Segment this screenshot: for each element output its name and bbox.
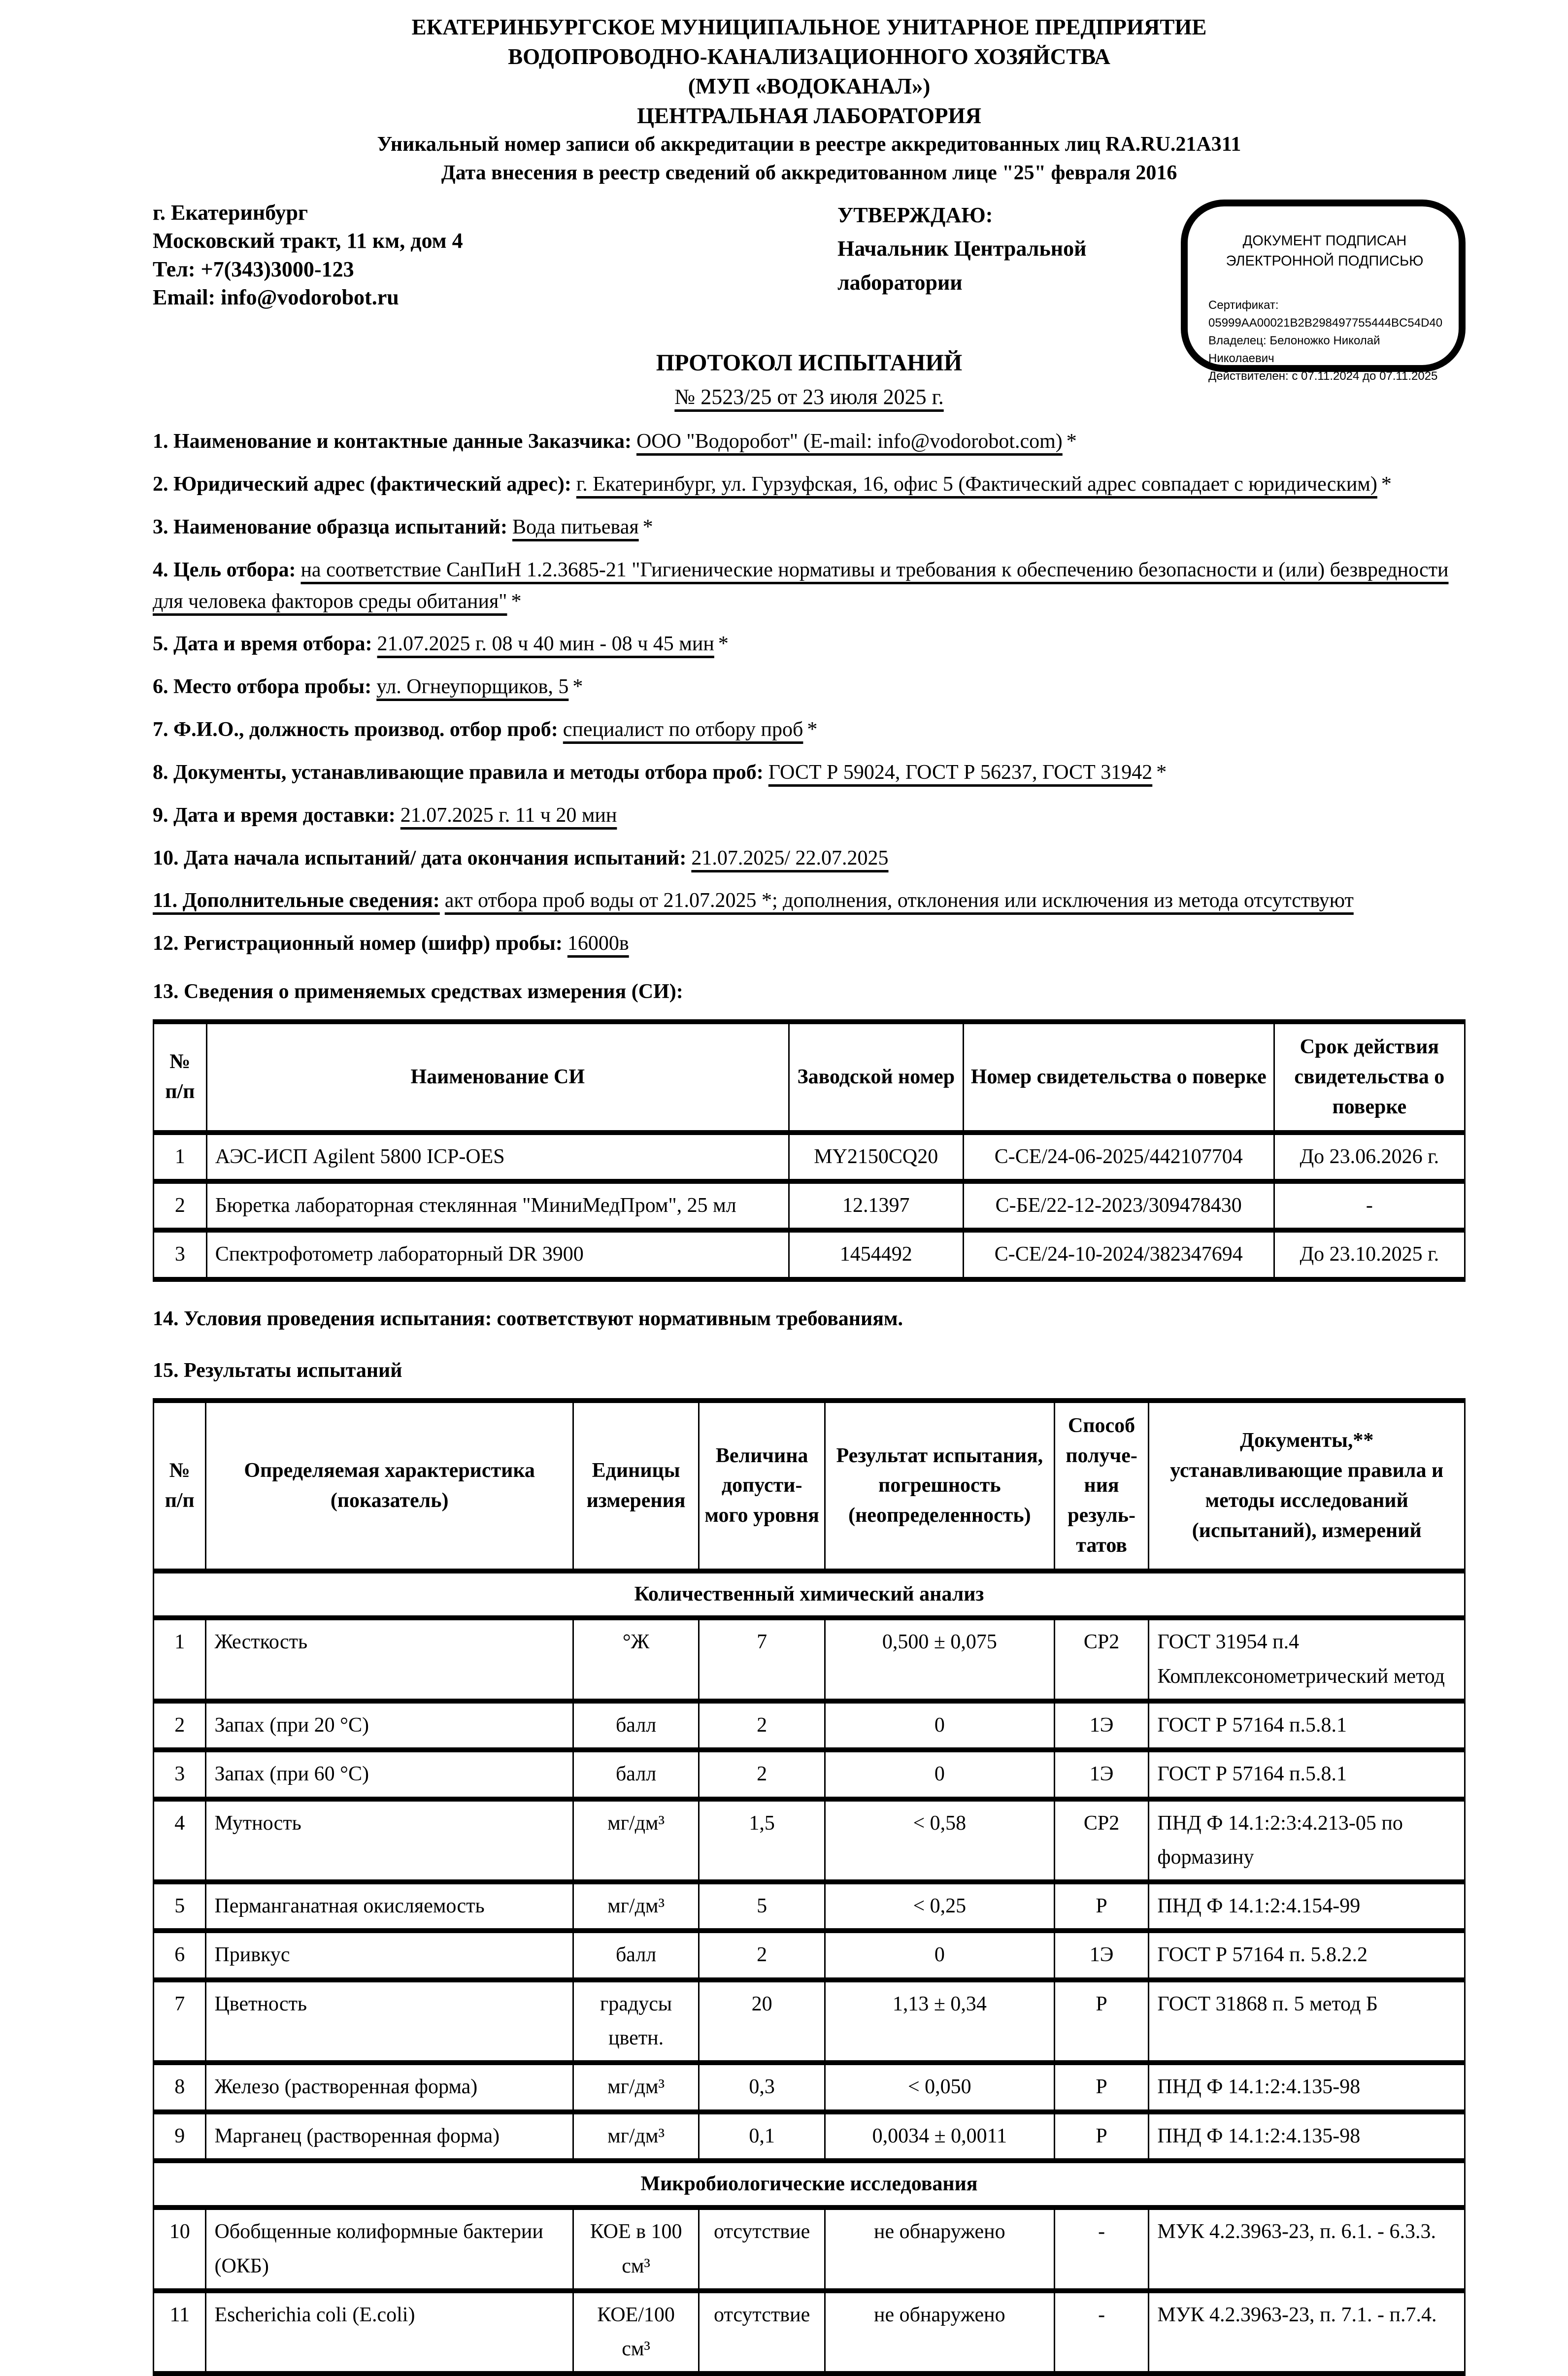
cell: 6	[154, 1931, 206, 1979]
cell: АЭС-ИСП Agilent 5800 ICP-OES	[206, 1133, 789, 1181]
item-label: 11. Дополнительные сведения:	[153, 889, 440, 912]
cell: 2	[154, 1181, 207, 1230]
cell: 0	[825, 1750, 1054, 1799]
cell: < 0,050	[825, 2063, 1054, 2111]
cell: °Ж	[573, 1618, 699, 1701]
cell: 3	[154, 1750, 206, 1799]
cell: Р	[1054, 1980, 1149, 2063]
cell: КОЕ/100 см³	[573, 2291, 699, 2374]
cell: 1Э	[1054, 1750, 1149, 1799]
item-label: 6. Место отбора пробы:	[153, 675, 372, 699]
cell: -	[1054, 2208, 1149, 2291]
table-row	[154, 1230, 1465, 1279]
results-table	[153, 1398, 1466, 2376]
cell: Перманганатная окисляемость	[206, 1882, 573, 1931]
cell: балл	[573, 1701, 699, 1750]
cell: Запах (при 20 °С)	[206, 1701, 573, 1750]
section-14-label: 14. Условия проведения испытания:	[153, 1307, 492, 1330]
cell: < 0,58	[825, 1799, 1054, 1882]
cell: Р	[1054, 2112, 1149, 2161]
approval-position-line: Начальник Центральной	[837, 236, 1087, 261]
cell: СР2	[1054, 1799, 1149, 1882]
item-value: акт отбора проб воды от 21.07.2025 *; дополнения, отклонения или исключения из метода отсутствуют	[444, 889, 1354, 912]
result-row	[154, 1618, 1465, 1701]
item-value: специалист по отбору проб	[563, 718, 803, 741]
cell: Р	[1054, 2063, 1149, 2111]
cell: 7	[154, 1980, 206, 2063]
column-header: № п/п	[154, 1401, 206, 1571]
section-row-chemical	[154, 1571, 1465, 1618]
protocol-title: ПРОТОКОЛ ИСПЫТАНИЙ	[656, 350, 963, 376]
stamp-details	[1208, 297, 1441, 385]
stamp-title-line: ДОКУМЕНТ ПОДПИСАН	[1242, 233, 1407, 249]
result-row	[154, 1750, 1465, 1799]
item-value: 21.07.2025 г. 11 ч 20 мин	[400, 803, 617, 827]
item-value: 16000в	[567, 932, 629, 955]
column-header: № п/п	[154, 1022, 207, 1133]
cell: ГОСТ Р 57164 п.5.8.1	[1149, 1750, 1465, 1799]
cell: С-СЕ/24-10-2024/382347694	[963, 1230, 1274, 1279]
result-row	[154, 1931, 1465, 1979]
item-label: 5. Дата и время отбора:	[153, 633, 372, 656]
section-13-title: 13. Сведения о применяемых средствах измерения (СИ):	[153, 980, 683, 1004]
column-header: Наименование СИ	[206, 1022, 789, 1133]
item-asterisk: *	[1066, 430, 1077, 453]
stamp-title-line: ЭЛЕКТРОННОЙ ПОДПИСЬЮ	[1226, 253, 1424, 269]
item-asterisk: *	[718, 633, 729, 656]
cell: ГОСТ Р 57164 п.5.8.1	[1149, 1701, 1465, 1750]
cell: 5	[699, 1882, 825, 1931]
cell: Железо (растворенная форма)	[206, 2063, 573, 2111]
cell: 0,0034 ± 0,0011	[825, 2112, 1054, 2161]
item-label: 7. Ф.И.О., должность производ. отбор проб:	[153, 718, 558, 741]
item-label: 12. Регистрационный номер (шифр) пробы:	[153, 932, 563, 955]
accreditation-number-line: Уникальный номер записи об аккредитации в реестре аккредитованных лиц RA.RU.21А311	[377, 133, 1241, 156]
result-row	[154, 2063, 1465, 2111]
cell: ГОСТ 31868 п. 5 метод Б	[1149, 1980, 1465, 2063]
item-2	[153, 469, 1466, 501]
item-7	[153, 714, 1466, 746]
column-header: Заводской номер	[789, 1022, 963, 1133]
item-8	[153, 757, 1466, 789]
section-14-value: соответствуют нормативным требованиям.	[497, 1307, 903, 1330]
cell: 20	[699, 1980, 825, 2063]
result-row	[154, 2208, 1465, 2291]
approval-position-line: лаборатории	[837, 270, 963, 295]
cell: Жесткость	[206, 1618, 573, 1701]
item-value: ул. Огнеупорщиков, 5	[376, 675, 569, 699]
table-row	[154, 1133, 1465, 1181]
cell: Запах (при 60 °С)	[206, 1750, 573, 1799]
item-3	[153, 512, 1466, 543]
column-header: Документы,** устанавливающие правила и методы исследований (испытаний), измерений	[1149, 1401, 1465, 1571]
measuring-instruments-table	[153, 1019, 1466, 1282]
item-5	[153, 629, 1466, 660]
cell: 2	[699, 1931, 825, 1979]
section-title: Количественный химический анализ	[154, 1571, 1465, 1618]
column-header: Единицы измерения	[573, 1401, 699, 1571]
cell: не обнаружено	[825, 2208, 1054, 2291]
cell: С-БЕ/22-12-2023/309478430	[963, 1181, 1274, 1230]
cell: До 23.06.2026 г.	[1274, 1133, 1465, 1181]
item-asterisk: *	[572, 675, 583, 699]
item-1	[153, 426, 1466, 458]
org-abbrev-line: (МУП «ВОДОКАНАЛ»)	[688, 73, 931, 99]
cell: ГОСТ 31954 п.4 Комплексонометрический метод	[1149, 1618, 1465, 1701]
item-asterisk: *	[1381, 473, 1392, 496]
contact-email: Email: info@vodorobot.ru	[153, 285, 399, 309]
cell: -	[1054, 2291, 1149, 2374]
cell: ПНД Ф 14.1:2:4.135-98	[1149, 2063, 1465, 2111]
cell: отсутствие	[699, 2291, 825, 2374]
cell: 1454492	[789, 1230, 963, 1279]
stamp-owner-line: Владелец: Белоножко Николай Николаевич	[1208, 334, 1380, 366]
cell: 1	[154, 1133, 207, 1181]
table-row	[154, 1181, 1465, 1230]
section-title: Микробиологические исследования	[154, 2161, 1465, 2208]
cell: 2	[154, 1701, 206, 1750]
cell: не обнаружено	[825, 2291, 1054, 2374]
stamp-validity-line: Действителен: с 07.11.2024 до 07.11.2025	[1208, 369, 1438, 383]
cell: 1Э	[1054, 1931, 1149, 1979]
item-value: ГОСТ Р 59024, ГОСТ Р 56237, ГОСТ 31942	[768, 761, 1153, 784]
cell: балл	[573, 1931, 699, 1979]
cell: градусы цветн.	[573, 1980, 699, 2063]
cell: ГОСТ Р 57164 п. 5.8.2.2	[1149, 1931, 1465, 1979]
item-value: Вода питьевая	[512, 515, 639, 538]
cell: 10	[154, 2208, 206, 2291]
result-row	[154, 1799, 1465, 1882]
cell: КОЕ в 100 см³	[573, 2208, 699, 2291]
item-value: 21.07.2025 г. 08 ч 40 мин - 08 ч 45 мин	[377, 633, 714, 656]
item-12	[153, 928, 1466, 960]
cell: 2	[699, 1750, 825, 1799]
cell: Цветность	[206, 1980, 573, 2063]
cell: 5	[154, 1882, 206, 1931]
cell: ПНД Ф 14.1:2:4.135-98	[1149, 2112, 1465, 2161]
stamp-certificate-line: Сертификат: 05999AA00021B2B298497755444BC54D40	[1208, 299, 1443, 330]
item-asterisk: *	[511, 590, 522, 613]
cell: СР2	[1054, 1618, 1149, 1701]
result-row	[154, 2112, 1465, 2161]
cell: балл	[573, 1750, 699, 1799]
column-header: Определяемая характеристика (показатель)	[206, 1401, 573, 1571]
cell: 11	[154, 2291, 206, 2374]
cell: 0,1	[699, 2112, 825, 2161]
section-14	[153, 1304, 1466, 1335]
cell: 0,500 ± 0,075	[825, 1618, 1054, 1701]
item-value: на соответствие СанПиН 1.2.3685-21 "Гигиенические нормативы и требования к обеспечению безопасности и (или) безвредности для человека факторов среды обитания"	[153, 558, 1449, 613]
item-9	[153, 800, 1466, 832]
cell: 3	[154, 1230, 207, 1279]
item-label: 4. Цель отбора:	[153, 558, 296, 581]
cell: 0	[825, 1931, 1054, 1979]
digital-signature-stamp	[1181, 200, 1466, 383]
item-label: 1. Наименование и контактные данные Заказчика:	[153, 430, 632, 453]
cell: 1,5	[699, 1799, 825, 1882]
item-value: ООО "Водоробот" (E-mail: info@vodorobot.com)	[636, 430, 1063, 453]
cell: мг/дм³	[573, 2112, 699, 2161]
cell: < 0,25	[825, 1882, 1054, 1931]
contact-phone: Тел: +7(343)3000-123	[153, 257, 354, 281]
table-header-row	[154, 1022, 1465, 1133]
cell: 12.1397	[789, 1181, 963, 1230]
item-value: 21.07.2025/ 22.07.2025	[691, 846, 889, 870]
accreditation-date-line: Дата внесения в реестр сведений об аккредитованном лице "25" февраля 2016	[441, 162, 1177, 185]
cell: мг/дм³	[573, 1799, 699, 1882]
item-label: 9. Дата и время доставки:	[153, 803, 396, 827]
item-asterisk: *	[807, 718, 818, 741]
org-name-line: ЕКАТЕРИНБУРГСКОЕ МУНИЦИПАЛЬНОЕ УНИТАРНОЕ ПРЕДПРИЯТИЕ	[411, 15, 1207, 39]
cell: Спектрофотометр лабораторный DR 3900	[206, 1230, 789, 1279]
item-value: г. Екатеринбург, ул. Гурзуфская, 16, офис 5 (Фактический адрес совпадает с юридическим)	[576, 473, 1377, 496]
cell: Мутность	[206, 1799, 573, 1882]
cell: 4	[154, 1799, 206, 1882]
section-15-title: 15. Результаты испытаний	[153, 1359, 402, 1382]
protocol-number-text: № 2523/25 от 23 июля 2025 г.	[674, 385, 944, 409]
cell: Escherichia coli (E.coli)	[206, 2291, 573, 2374]
cell: 0	[825, 1701, 1054, 1750]
cell: -	[1274, 1181, 1465, 1230]
item-label: 10. Дата начала испытаний/ дата окончания испытаний:	[153, 846, 687, 870]
item-11	[153, 885, 1466, 917]
cell: отсутствие	[699, 2208, 825, 2291]
item-asterisk: *	[642, 515, 653, 538]
cell: 1Э	[1054, 1701, 1149, 1750]
cell: До 23.10.2025 г.	[1274, 1230, 1465, 1279]
result-row	[154, 1701, 1465, 1750]
cell: 1	[154, 1618, 206, 1701]
approval-block	[837, 199, 1163, 300]
cell: 2	[699, 1701, 825, 1750]
org-name-line: ВОДОПРОВОДНО-КАНАЛИЗАЦИОННОГО ХОЗЯЙСТВА	[508, 44, 1110, 69]
item-10	[153, 843, 1466, 874]
item-label: 3. Наименование образца испытаний:	[153, 515, 507, 538]
result-row	[154, 2291, 1465, 2374]
item-4	[153, 555, 1466, 618]
item-label: 8. Документы, устанавливающие правила и методы отбора проб:	[153, 761, 764, 784]
cell: Марганец (растворенная форма)	[206, 2112, 573, 2161]
cell: мг/дм³	[573, 1882, 699, 1931]
column-header: Номер свидетельства о поверке	[963, 1022, 1274, 1133]
cell: мг/дм³	[573, 2063, 699, 2111]
column-header: Способ получе-ния резуль-татов	[1054, 1401, 1149, 1571]
cell: 1,13 ± 0,34	[825, 1980, 1054, 2063]
item-label: 2. Юридический адрес (фактический адрес):	[153, 473, 571, 496]
lab-name-line: ЦЕНТРАЛЬНАЯ ЛАБОРАТОРИЯ	[637, 103, 981, 128]
org-header	[153, 13, 1466, 188]
table-header-row	[154, 1401, 1465, 1571]
cell: МУК 4.2.3963-23, п. 6.1. - 6.3.3.	[1149, 2208, 1465, 2291]
cell: Р	[1054, 1882, 1149, 1931]
column-header: Величина допусти-мого уровня	[699, 1401, 825, 1571]
cell: 0,3	[699, 2063, 825, 2111]
approval-title: УТВЕРЖДАЮ:	[837, 203, 993, 228]
cell: 7	[699, 1618, 825, 1701]
section-row-microbiological	[154, 2161, 1465, 2208]
cell: Бюретка лабораторная стеклянная "МиниМедПром", 25 мл	[206, 1181, 789, 1230]
contact-address: Московский тракт, 11 км, дом 4	[153, 229, 463, 253]
item-asterisk: *	[1156, 761, 1167, 784]
cell: ПНД Ф 14.1:2:4.154-99	[1149, 1882, 1465, 1931]
column-header: Срок действия свидетельства о поверке	[1274, 1022, 1465, 1133]
cell: С-СЕ/24-06-2025/442107704	[963, 1133, 1274, 1181]
cell: Привкус	[206, 1931, 573, 1979]
cell: Обобщенные колиформные бактерии (ОКБ)	[206, 2208, 573, 2291]
contact-city: г. Екатеринбург	[153, 201, 308, 225]
cell: MY2150CQ20	[789, 1133, 963, 1181]
result-row	[154, 1882, 1465, 1931]
column-header: Результат испытания, погрешность (неопределенность)	[825, 1401, 1054, 1571]
cell: 8	[154, 2063, 206, 2111]
result-row	[154, 1980, 1465, 2063]
stamp-title	[1208, 231, 1441, 271]
cell: МУК 4.2.3963-23, п. 7.1. - п.7.4.	[1149, 2291, 1465, 2374]
item-6	[153, 671, 1466, 703]
cell: 9	[154, 2112, 206, 2161]
protocol-number	[153, 384, 1466, 409]
cell: ПНД Ф 14.1:2:3:4.213-05 по формазину	[1149, 1799, 1465, 1882]
